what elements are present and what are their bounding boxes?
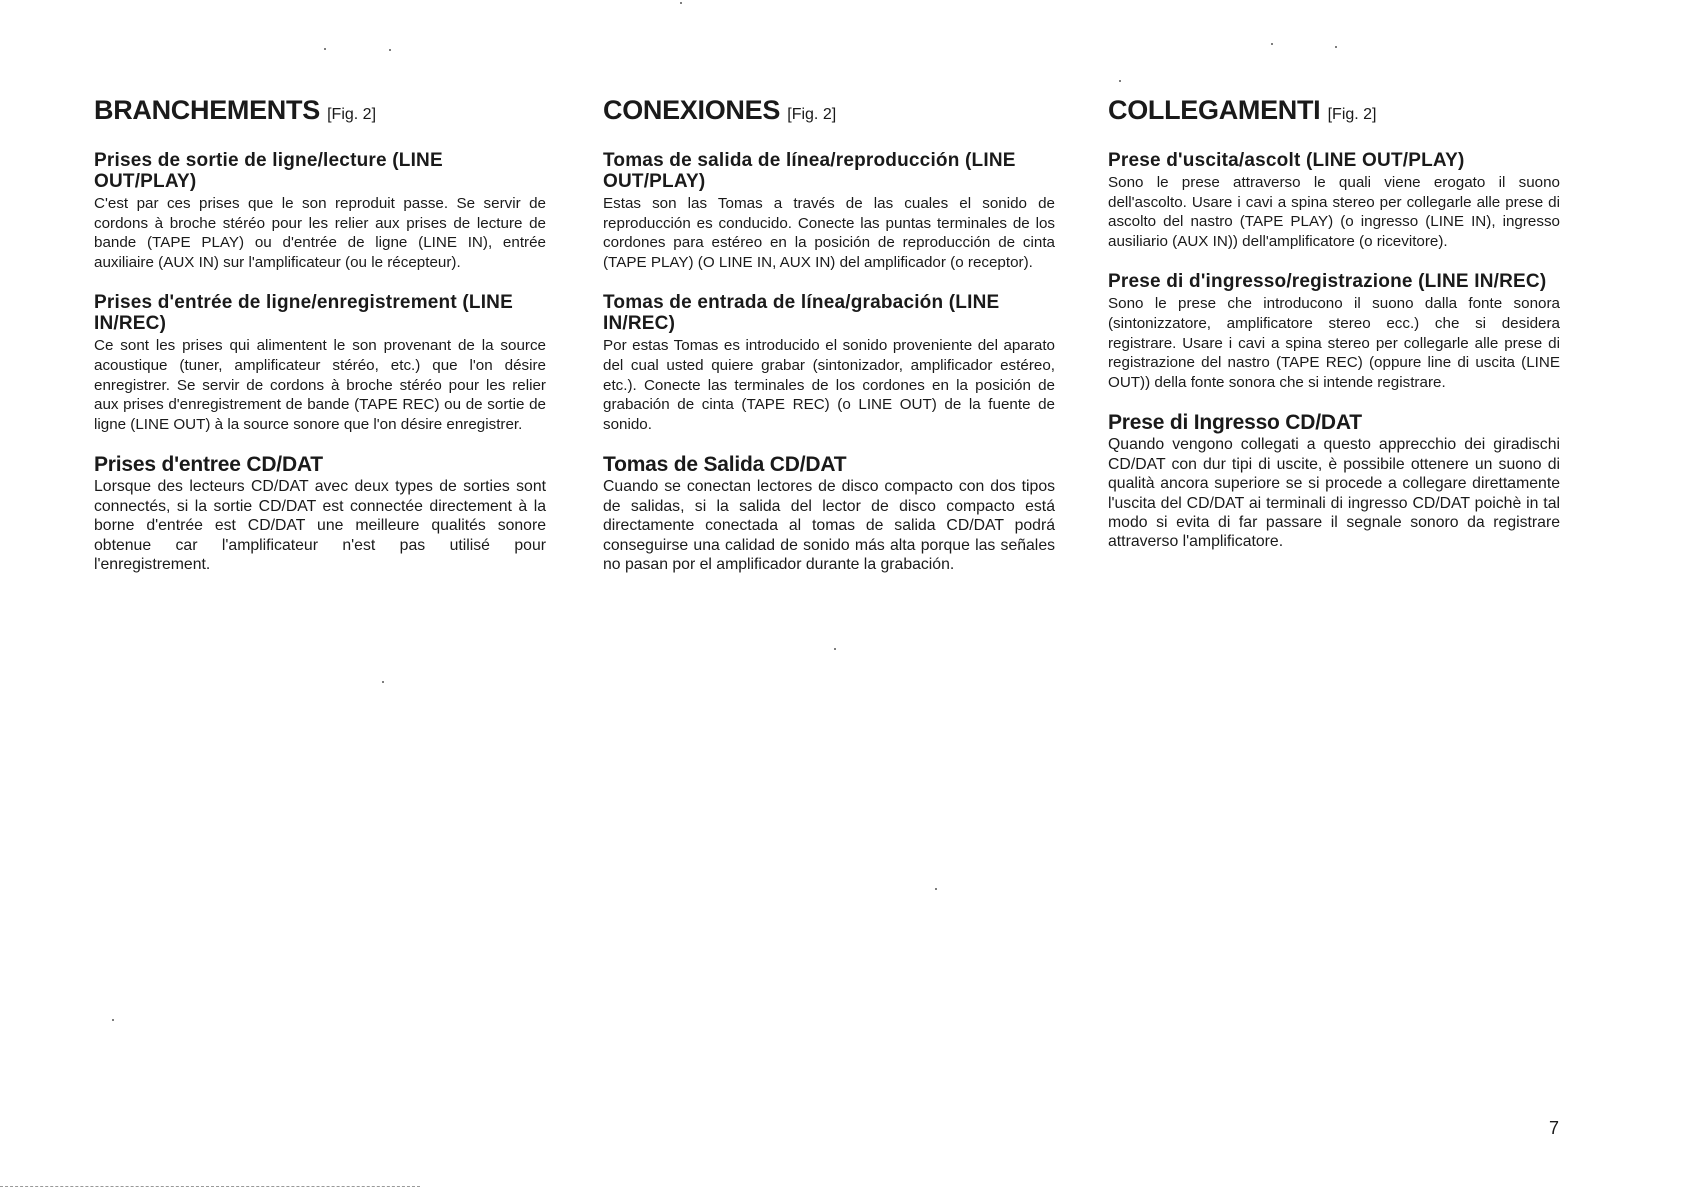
fig-reference: [Fig. 2] <box>327 106 377 123</box>
section-line-out-play <box>603 150 1055 272</box>
section-heading: Tomas de salida de línea/reproducción (LINE OUT/PLAY) <box>603 150 1016 192</box>
section-line-out-play <box>94 150 546 272</box>
page-number: 7 <box>1549 1118 1560 1138</box>
column-title: CONEXIONES [Fig. 2] <box>603 95 837 125</box>
section-heading: Prese d'uscita/ascolt (LINE OUT/PLAY) <box>1108 150 1465 171</box>
scan-speck <box>382 681 384 683</box>
section-heading: Tomas de entrada de línea/grabación (LINE IN/REC) <box>603 292 1000 335</box>
scan-speck <box>1335 46 1337 48</box>
section-text: Lorsque des lecteurs CD/DAT avec deux types de sorties sont connectés, si la sortie CD/DAT est connectée directement à la borne d'entrée est CD/DAT une meilleure qualités sonore obtenue car l'amplificateur n'est pas utilisé pour l'enregistrement. <box>94 478 546 573</box>
section-heading: Tomas de Salida CD/DAT <box>603 453 847 477</box>
column-title: COLLEGAMENTI [Fig. 2] <box>1108 95 1377 125</box>
section-text: Estas son las Tomas a través de las cuales el sonido de reproducción es conducido. Conecte las puntas terminales de los cordones para estéreo en la posición de reproducción de cinta (TAPE PLAY) (O LINE IN, AUX IN) del amplificador (o receptor). <box>603 195 1055 271</box>
scan-speck <box>1271 43 1273 45</box>
section-heading: Prese di d'ingresso/registrazione (LINE IN/REC) <box>1108 271 1547 293</box>
column-italian <box>1108 94 1560 572</box>
section-line-out-play <box>1108 150 1560 251</box>
scan-speck <box>935 888 937 890</box>
section-heading: Prese di Ingresso CD/DAT <box>1108 411 1362 435</box>
section-text: Por estas Tomas es introducido el sonido proveniente del aparato del cual usted quiere grabar (sintonizador, amplificador estéreo, etc.). Conecte las terminales de los cordones en la posición de grabación de cinta (TAPE REC) (o LINE OUT) de la fuente de sonido. <box>603 337 1055 433</box>
section-heading: Prises de sortie de ligne/lecture (LINE OUT/PLAY) <box>94 150 443 192</box>
bottom-scan-line <box>0 1186 420 1188</box>
column-french <box>94 94 546 594</box>
section-text: Quando vengono collegati a questo apprecchio dei giradischi CD/DAT con dur tipi di uscite, è possibile ottenere un suono di qualità ancora superiore se si procede a collegare direttamente l'uscita del CD/DAT ai terminali di ingresso CD/DAT poichè in tal modo si evita di far passare il segnale sonoro da registrare attraverso l'amplificatore. <box>1108 436 1560 551</box>
section-heading: Prises d'entree CD/DAT <box>94 453 323 477</box>
scan-speck <box>389 49 391 51</box>
scan-speck <box>324 48 326 50</box>
section-heading: Prises d'entrée de ligne/enregistrement (LINE IN/REC) <box>94 292 513 335</box>
section-text: Cuando se conectan lectores de disco compacto con dos tipos de salidas, si la salida del lector de disco compacto está directamente conectada al tomas de salida CD/DAT podrá conseguirse una calidad de sonido más alta porque las señales no pasan por el amplificador durante la grabación. <box>603 478 1055 573</box>
section-line-in-rec <box>1108 271 1560 392</box>
section-cd-dat <box>603 454 1055 574</box>
column-title: BRANCHEMENTS [Fig. 2] <box>94 95 377 125</box>
section-cd-dat <box>94 454 546 574</box>
section-text: C'est par ces prises que le son reproduit passe. Se servir de cordons à broche stéréo pour les relier aux prises de lecture de bande (TAPE PLAY) ou d'entrée de ligne (LINE IN), entrée auxiliaire (AUX IN) sur l'amplificateur (ou le récepteur). <box>94 195 546 271</box>
section-text: Sono le prese che introducono il suono dalla fonte sonora (sintonizzatore, amplificatore stereo ecc.) che si desidera registrare. Usare i cavi a spina stereo per collegarle alle prese di registrazione del nastro (TAPE REC) (oppure line di uscita (LINE OUT)) della fonte sonora che si intende registrare. <box>1108 295 1560 391</box>
column-spanish <box>603 94 1055 594</box>
section-line-in-rec <box>94 292 546 434</box>
scan-speck <box>1119 80 1121 82</box>
section-text: Sono le prese attraverso le quali viene erogato il suono dell'ascolto. Usare i cavi a spina stereo per collegarle alle prese di ascolto del nastro (TAPE PLAY) (o ingresso (LINE IN), ingresso ausiliario (AUX IN)) dell'amplificatore (o ricevitore). <box>1108 174 1560 250</box>
scan-speck <box>834 648 836 650</box>
section-line-in-rec <box>603 292 1055 434</box>
fig-reference: [Fig. 2] <box>787 106 837 123</box>
section-cd-dat <box>1108 412 1560 551</box>
scan-speck <box>680 2 682 4</box>
section-text: Ce sont les prises qui alimentent le son provenant de la source acoustique (tuner, amplificateur stéréo, etc.) que l'on désire enregistrer. Se servir de cordons à broche stéréo pour les relier aux prises d'enregistrement de bande (TAPE REC) ou de sortie de ligne (LINE OUT) à la source sonore que l'on désire enregistrer. <box>94 337 546 433</box>
fig-reference: [Fig. 2] <box>1327 106 1377 123</box>
scan-speck <box>112 1019 114 1021</box>
